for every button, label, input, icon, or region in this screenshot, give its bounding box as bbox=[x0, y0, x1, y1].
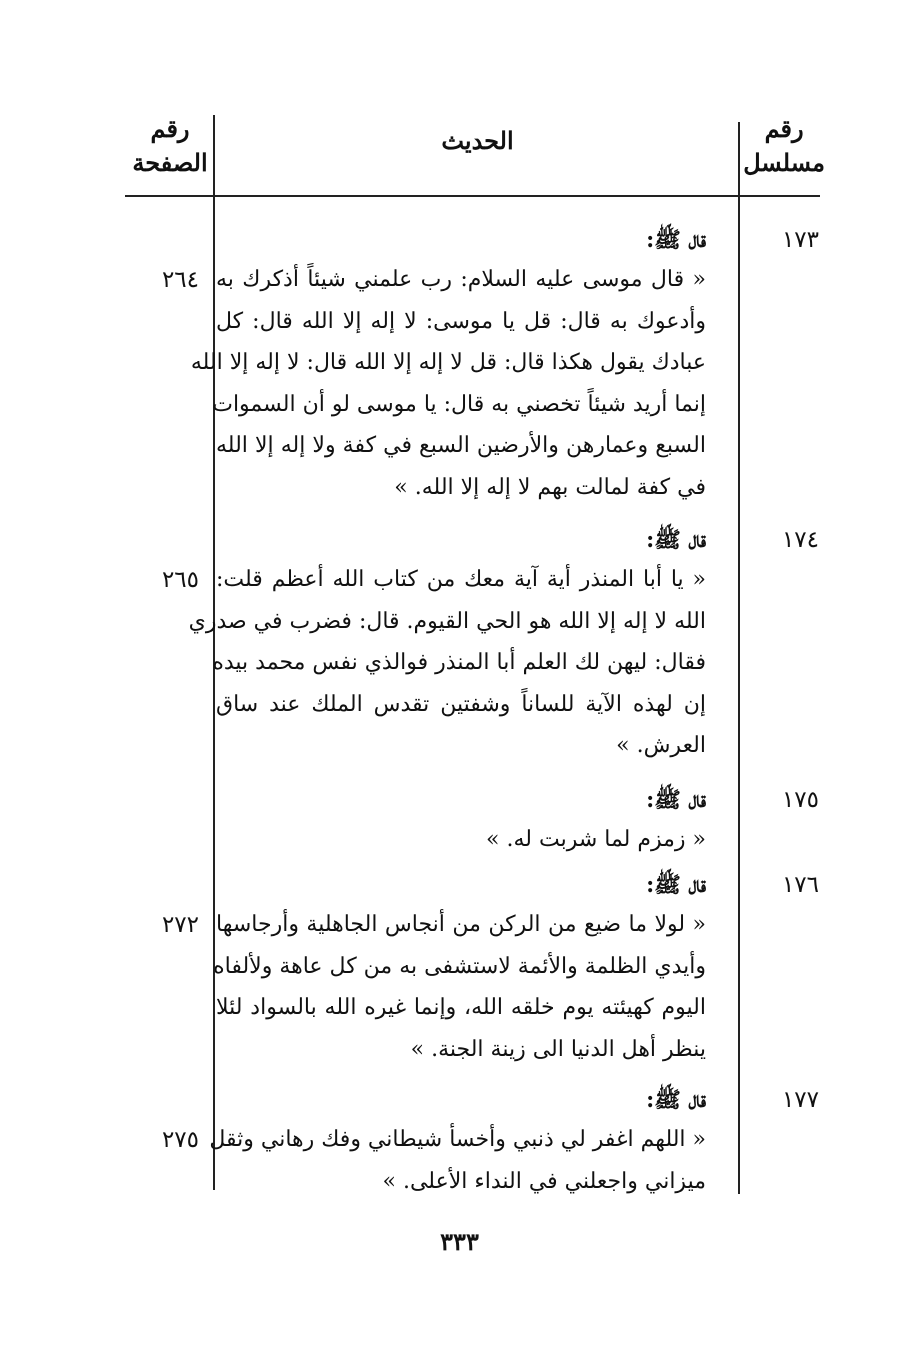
hadith-intro-label: قال ﷺ: bbox=[646, 1087, 706, 1113]
hadith-serial-number: ١٧٤ bbox=[781, 527, 819, 553]
hadith-text-line: العرش. » bbox=[616, 733, 706, 758]
hadith-text-line: ينظر أهل الدنيا الى زينة الجنة. » bbox=[410, 1036, 706, 1062]
hadith-intro-label: قال ﷺ: bbox=[646, 527, 706, 553]
hadith-text-line: « اللهم اغفر لي ذنبي وأخسأ شيطاني وفك رهاني وثقل bbox=[209, 1127, 706, 1152]
hadith-text-line: وأدعوك به قال: قل يا موسى: لا إله إلا الله قال: كل bbox=[216, 308, 706, 334]
hadith-text-line: إنما أريد شيئاً تخصني به قال: يا موسى لو أن السموات bbox=[212, 391, 706, 417]
hadith-serial-number: ١٧٥ bbox=[781, 787, 819, 813]
hadith-text-line: « يا أبا المنذر أية آية معك من كتاب الله أعظم قلت: bbox=[216, 567, 706, 592]
header-page-number: رقم الصفحة bbox=[132, 114, 208, 177]
hadith-text-line: السبع وعمارهن والأرضين السبع في كفة ولا إله إلا الله bbox=[216, 433, 706, 458]
hadith-text-line: وأيدي الظلمة والأئمة لاستشفى به من كل عاهة ولألفاه bbox=[213, 953, 706, 979]
hadith-serial-number: ١٧٧ bbox=[781, 1087, 819, 1113]
hadith-text-line: عبادك يقول هكذا قال: قل لا إله إلا الله قال: لا إله إلا الله bbox=[190, 350, 706, 375]
page-number-footer: ٣٣٣ bbox=[440, 1227, 479, 1256]
hadith-text-line: ميزاني واجعلني في النداء الأعلى. » bbox=[382, 1168, 706, 1194]
hadith-text-line: الله لا إله إلا الله هو الحي القيوم. قال: فضرب في صدري bbox=[188, 608, 706, 634]
hadith-text-line: « لولا ما ضيع من الركن من أنجاس الجاهلية وأرجاسها bbox=[216, 912, 706, 937]
hadith-page-number: ٢٦٤ bbox=[161, 267, 199, 293]
hadith-serial-number: ١٧٣ bbox=[781, 227, 819, 253]
hadith-text-line: اليوم كهيئته يوم خلقه الله، وإنما غيره الله بالسواد لئلا bbox=[216, 995, 706, 1020]
column-divider-right bbox=[738, 122, 740, 1194]
header-hadith: الحديث bbox=[441, 126, 514, 155]
hadith-text-line: « قال موسى عليه السلام: رب علمني شيئاً أذكرك به bbox=[216, 267, 706, 292]
hadith-text-line: في كفة لمالت بهم لا إله إلا الله. » bbox=[394, 474, 706, 500]
hadith-page-number: ٢٧٥ bbox=[161, 1127, 199, 1153]
hadith-page-number: ٢٧٢ bbox=[161, 912, 199, 938]
hadith-text-line: إن لهذه الآية للساناً وشفتين تقدس الملك عند ساق bbox=[216, 691, 706, 717]
header-serial-number: رقم مسلسل bbox=[743, 114, 825, 177]
hadith-page-number: ٢٦٥ bbox=[161, 567, 199, 593]
hadith-serial-number: ١٧٦ bbox=[781, 872, 819, 898]
hadith-intro-label: قال ﷺ: bbox=[646, 227, 706, 253]
hadith-text-line: « زمزم لما شربت له. » bbox=[486, 827, 706, 852]
header-rule bbox=[125, 195, 820, 197]
hadith-intro-label: قال ﷺ: bbox=[646, 787, 706, 813]
hadith-intro-label: قال ﷺ: bbox=[646, 872, 706, 898]
hadith-text-line: فقال: ليهن لك العلم أبا المنذر فوالذي نفس محمد بيده bbox=[212, 650, 706, 675]
